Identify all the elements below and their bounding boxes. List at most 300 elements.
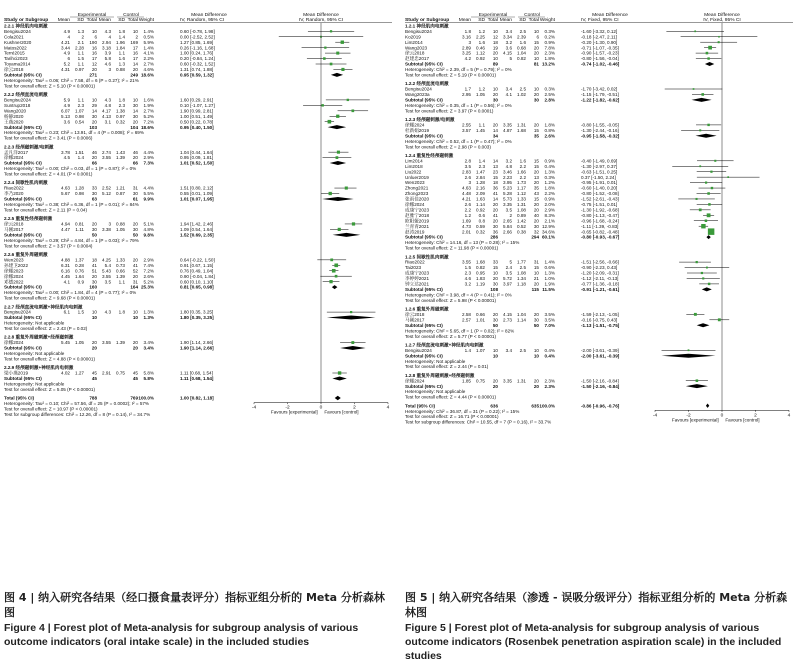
study-name: Riao2022 <box>4 185 24 191</box>
study-ci: -1.50 [-2.16, -0.84] <box>581 378 619 384</box>
study-name: 张雨佳2020 <box>405 196 430 202</box>
study-name: Riao2022 <box>405 259 425 265</box>
study-value: 0.6% <box>544 265 555 271</box>
study-value: 4.87 <box>503 127 512 133</box>
subtotal-weight: 9.9% <box>143 196 154 202</box>
study-ci: 0.76 [0.49, 1.04] <box>180 268 214 274</box>
study-value: 18 <box>91 257 97 263</box>
subgroup-title: 2.2.9 经颅磁刺激+神经肌肉电刺激 <box>4 365 74 371</box>
study-value: 2.8 <box>464 158 471 164</box>
subtotal-label: Subtotal (95% CI) <box>4 160 42 166</box>
study-value: 2.3 <box>478 163 485 169</box>
study-value: 2.52 <box>102 185 111 191</box>
study-value: 2.25 <box>476 34 485 40</box>
study-value: 0.59 <box>476 223 485 229</box>
study-name: 赵雅宁2018 <box>405 212 430 218</box>
study-ci: 1.31 [0.74, 1.88] <box>180 67 214 73</box>
overall-effect-text: Test for overall effect: Z = 5.98 (P < 0.00001) <box>405 297 496 303</box>
header-col: Total <box>528 18 539 23</box>
study-effect-square <box>341 68 344 71</box>
study-value: 4.6% <box>143 67 154 73</box>
study-value: 2.4 <box>505 265 512 271</box>
study-ci: 0.26 [-1.16, 1.68] <box>180 45 215 51</box>
study-effect-square <box>688 349 690 351</box>
study-value: 2.2 <box>519 163 526 169</box>
study-name: Wang2023a <box>405 92 430 98</box>
study-value: 13 <box>492 163 498 169</box>
study-value: 14 <box>492 196 498 202</box>
study-value: 1.6 <box>118 56 125 62</box>
study-value: 0.92 <box>476 56 485 62</box>
study-name: 徐娜2024 <box>4 273 24 279</box>
study-value: 2.9% <box>544 207 555 213</box>
study-effect-square <box>329 280 332 283</box>
study-ci: -1.30 [-1.92, -0.68] <box>581 207 619 213</box>
study-value: 4 <box>108 34 111 40</box>
study-value: 5.2% <box>143 279 154 285</box>
study-name: Bengisu2024 <box>405 347 432 353</box>
subgroup-title: 1.2.6 重复外周磁刺激 <box>405 306 449 312</box>
header-col: Weight <box>539 18 555 23</box>
subtotal-diamond <box>333 233 361 237</box>
study-value: 20 <box>132 67 138 73</box>
study-effect-square <box>352 222 355 225</box>
total-label: Total (95% CI) <box>405 403 436 409</box>
overall-effect-text: Test for overall effect: Z = 5.77 (P < 0.00001) <box>405 333 496 339</box>
study-value: 1.8 <box>118 28 125 34</box>
header-col: Total <box>86 18 97 23</box>
study-value: 1.1 <box>118 50 125 56</box>
study-value: 4.9 <box>63 102 70 108</box>
study-value: 6 <box>67 56 70 62</box>
study-value: 2.6% <box>143 273 154 279</box>
study-value: 16 <box>91 45 97 51</box>
study-value: 15 <box>492 265 498 271</box>
study-ci: -0.18 [-2.47, 2.11] <box>581 34 617 40</box>
subtotal-label: Subtotal (95% CI) <box>405 353 443 359</box>
subgroup-title: 1.2.7 经颅直流电刺激+神经肌肉电刺激 <box>405 342 484 348</box>
study-value: 5.1% <box>143 221 154 227</box>
heterogeneity-text: Heterogeneity: Not applicable <box>4 381 65 387</box>
study-value: 1.1 <box>478 122 485 128</box>
study-value: 4.6 <box>464 276 471 282</box>
study-value: 20 <box>132 273 138 279</box>
study-name: 徐娜2024 <box>4 155 24 161</box>
study-value: 5.5% <box>143 191 154 197</box>
study-name: 徐云2018 <box>405 311 425 317</box>
study-value: 10 <box>492 347 498 353</box>
study-value: 0.28 <box>75 262 84 268</box>
study-value: 0.66 <box>476 311 485 317</box>
subtotal-weight: 1.3% <box>143 315 154 321</box>
forest-plot-figure-4 <box>4 10 392 585</box>
study-value: 20 <box>91 221 97 227</box>
study-value: 16 <box>132 50 138 56</box>
study-value: 20 <box>492 276 498 282</box>
header-ci: IV, Fixed, 95% CI <box>581 18 619 23</box>
study-value: 4.9 <box>63 28 70 34</box>
study-effect-square <box>708 283 710 285</box>
total-ctl: 635 <box>531 403 539 409</box>
header-mean-difference: Mean Difference <box>592 13 628 18</box>
overall-effect-text: Test for overall effect: Z = 3.57 (P = 0.0004) <box>4 243 93 249</box>
study-value: 20 <box>533 92 539 98</box>
study-value: 4.2 <box>464 56 471 62</box>
study-effect-square <box>727 176 729 178</box>
study-ci: -1.30 [-2.44, -0.16] <box>581 127 619 133</box>
study-name: Lim2018 <box>405 163 423 169</box>
study-effect-square <box>335 275 338 278</box>
subtotal-ci: 1.11 [0.68, 1.54] <box>180 376 214 382</box>
study-value: 2.5 <box>519 86 526 92</box>
study-effect-square <box>710 171 712 173</box>
study-effect-square <box>324 47 326 49</box>
study-value: 3.4 <box>505 28 512 34</box>
study-value: 1.64 <box>75 273 84 279</box>
study-value: 5.8% <box>143 370 154 376</box>
subgroup-title: 2.2.5 重复性经颅磁刺激 <box>4 216 53 222</box>
study-value: 0.75 <box>116 370 125 376</box>
study-ci: 1.94 [1.42, 2.46] <box>180 221 214 227</box>
study-value: 14 <box>492 158 498 164</box>
study-value: 6.1 <box>63 309 70 315</box>
overall-effect-text: Test for overall effect: Z = 2.98 (P = 0.003) <box>405 144 491 150</box>
study-value: 3.55 <box>102 155 111 161</box>
study-value: 20 <box>533 45 539 51</box>
subtotal-exp-total: 89 <box>492 61 498 67</box>
study-name: 邓德2022 <box>4 279 24 285</box>
study-value: 3.5% <box>544 317 555 323</box>
subtotal-exp-total: 63 <box>91 196 97 202</box>
study-value: 2.09 <box>476 191 485 197</box>
study-value: 1.01 <box>476 317 485 323</box>
study-value: 10 <box>91 97 97 103</box>
study-value: 2.3 <box>118 102 125 108</box>
study-value: 0.52 <box>517 223 526 229</box>
study-name: Suntrup2018 <box>4 102 31 108</box>
study-value: 2 <box>509 212 512 218</box>
header-control: Control <box>123 13 139 18</box>
study-value: 1.37 <box>75 257 84 263</box>
subtotal-weight: 7.0% <box>544 322 555 328</box>
subtotal-weight: 9.8% <box>143 232 154 238</box>
study-value: 0.9% <box>544 158 555 164</box>
study-value: 20 <box>533 202 539 207</box>
study-value: 16 <box>91 50 97 56</box>
study-value: 1.2 <box>478 86 485 92</box>
study-value: 6 <box>94 34 97 40</box>
study-value: 3.4 <box>505 347 512 353</box>
study-value: 4.02 <box>61 370 70 376</box>
study-value: 19 <box>492 45 498 51</box>
study-value: 4.3 <box>104 309 111 315</box>
study-effect-square <box>705 182 707 184</box>
study-name: 马刚2017 <box>4 227 24 232</box>
x-tick-label: -2 <box>285 405 290 411</box>
study-value: 5.9 <box>63 97 70 103</box>
study-value: 2.2 <box>464 207 471 213</box>
study-value: 10 <box>533 28 539 34</box>
heterogeneity-text: Heterogeneity: Tau² = 0.29; Chi² = 4.84, df = 1 (P = 0.03); I² = 79% <box>4 237 139 243</box>
study-value: 1.45 <box>476 127 485 133</box>
study-value: 0.92 <box>476 207 485 213</box>
study-ci: -0.90 [-2.23, 0.43] <box>581 265 618 271</box>
study-value: 1.3% <box>544 169 555 175</box>
study-value: 2.1 <box>77 39 84 45</box>
overall-effect-text: Test for overall effect: Z = 5.10 (P < 0.00001) <box>4 83 95 89</box>
study-value: 1.8% <box>544 122 555 128</box>
study-value: 30 <box>132 227 138 232</box>
overall-effect-text: Test for overall effect: Z = 4.01 (P < 0.0001) <box>4 171 93 177</box>
study-value: 0.81 <box>75 221 84 227</box>
study-value: 1.21 <box>116 185 125 191</box>
study-name: Ko2019 <box>405 34 421 40</box>
favours-experimental-label: Favours [experimental] <box>270 409 318 415</box>
study-value: 1.31 <box>517 202 526 207</box>
heterogeneity-text: Heterogeneity: Chi² = 14.16, df = 13 (P = 0.28); I² = 15% <box>405 240 520 246</box>
study-name: 杨静2020 <box>4 113 24 119</box>
study-value: 1.33 <box>116 257 125 263</box>
subgroup-title: 2.2.3 经颅磁刺激/电刺激 <box>4 144 54 150</box>
study-name: 徐娜2023 <box>4 268 24 274</box>
heterogeneity-text: Heterogeneity: Not applicable <box>405 389 466 395</box>
study-effect-square <box>699 208 702 211</box>
study-value: 20 <box>533 122 539 128</box>
subtotal-ctl-total: 20 <box>533 383 539 389</box>
study-value: 0.2% <box>544 34 555 40</box>
subtotal-label: Subtotal (95% CI) <box>405 133 443 139</box>
study-value: 0.4% <box>544 163 555 169</box>
subtotal-weight: 25.3% <box>140 284 154 290</box>
study-effect-square <box>328 120 332 124</box>
study-value: 10 <box>91 309 97 315</box>
study-ci: -0.71 [-1.07, -0.35] <box>581 45 619 51</box>
footer-stat: Test for overall effect: Z = 16.71 (P < 0.00001) <box>405 414 499 420</box>
study-value: 15 <box>533 163 539 169</box>
subgroup-title: 2.2.1 神经肌肉电刺激 <box>4 23 48 29</box>
study-value: 1.27 <box>75 370 84 376</box>
study-name: 梁小燕2019 <box>4 370 29 376</box>
study-value: 43 <box>533 191 539 197</box>
study-value: 0.98 <box>75 113 84 119</box>
subtotal-ci: 0.95 [0.59, 1.32] <box>180 72 214 78</box>
study-ci: -0.77 [-1.36, -0.18] <box>581 281 619 287</box>
study-value: 0.82 <box>517 56 526 62</box>
study-value: 3.5 <box>104 279 111 285</box>
study-value: 3.97 <box>503 281 512 287</box>
study-value: 0.75 <box>476 378 485 384</box>
study-value: 5.4 <box>104 262 111 268</box>
subgroup-title: 1.2.1 神经肌肉电刺激 <box>405 23 449 29</box>
study-value: 33 <box>91 185 97 191</box>
study-value: 32 <box>533 229 539 235</box>
study-value: 1.66 <box>517 169 526 175</box>
study-value: 5.67 <box>61 191 70 197</box>
study-value: 0.3% <box>544 174 555 180</box>
study-value: 1.6 <box>478 39 485 45</box>
header-mean-difference-plot: Mean Difference <box>704 13 740 18</box>
study-value: 20 <box>492 207 498 213</box>
study-value: 1.19 <box>476 281 485 287</box>
study-value: 0.32 <box>476 229 485 235</box>
study-value: 10 <box>492 270 498 276</box>
study-value: 18 <box>492 39 498 45</box>
study-value: 1.4 <box>464 347 471 353</box>
study-value: 3.5 <box>505 207 512 213</box>
forest-plot-svg-4 <box>4 10 392 585</box>
study-value: 30 <box>492 223 498 229</box>
subtotal-diamond <box>697 323 710 327</box>
subgroup-title: 2.2.6 重复外周磁刺激 <box>4 252 48 257</box>
study-value: 1.8% <box>544 56 555 62</box>
study-value: 35 <box>533 185 539 191</box>
study-name: Wen2023 <box>4 257 24 263</box>
study-effect-square <box>707 124 709 126</box>
study-name: Matos2022 <box>4 45 27 51</box>
study-name: 欧阳娅2019 <box>405 218 430 224</box>
overall-effect-text: Test for overall effect: Z = 9.68 (P < 0.00001) <box>4 295 95 301</box>
figure-4-caption <box>4 590 389 649</box>
study-value: 20 <box>492 92 498 98</box>
subtotal-label: Subtotal (95% CI) <box>405 322 443 328</box>
study-value: 1.8 <box>464 28 471 34</box>
study-name: 王燕2020 <box>4 119 24 125</box>
study-value: 2.39 <box>517 34 526 40</box>
study-value: 1.68 <box>476 259 485 265</box>
study-value: 13 <box>533 174 539 180</box>
subtotal-weight: 18.6% <box>140 124 154 130</box>
study-value: 1.51 <box>75 149 84 155</box>
study-value: 1.9% <box>143 102 154 108</box>
study-value: 20 <box>492 50 498 56</box>
study-effect-square <box>707 192 710 195</box>
subtotal-ci: 1.01 [0.07, 1.95] <box>180 196 214 202</box>
study-value: 4.5 <box>63 155 70 161</box>
subtotal-ctl-total: 294 <box>531 234 539 240</box>
study-value: 34.6% <box>541 229 555 235</box>
study-name: 徐云2018 <box>4 221 24 227</box>
subtotal-exp-total: 66 <box>91 160 97 166</box>
subtotal-weight: 3.4% <box>143 345 154 351</box>
study-effect-square <box>707 213 711 217</box>
study-value: 10 <box>533 56 539 62</box>
study-value: 5.8 <box>104 56 111 62</box>
subtotal-exp-total: 30 <box>492 97 498 103</box>
study-value: 41 <box>492 191 498 197</box>
study-name: Bengisu2024 <box>4 97 31 103</box>
study-ci: -0.80 [-1.13, -0.47] <box>581 212 619 218</box>
study-value: 1.34 <box>517 276 526 282</box>
study-value: 20 <box>91 155 97 161</box>
study-value: 1.28 <box>476 180 485 186</box>
subtotal-diamond <box>332 285 338 289</box>
subtotal-label: Subtotal (95% CI) <box>405 286 443 292</box>
study-ci: -0.80 [-1.52, -0.08] <box>581 191 619 197</box>
study-value: 0.97 <box>116 113 125 119</box>
study-value: 2.94 <box>102 39 111 45</box>
study-value: 2.9% <box>143 257 154 263</box>
subtotal-ci: -2.00 [-3.61, -0.39] <box>581 353 620 359</box>
study-value: 1.31 <box>517 122 526 128</box>
subtotal-exp-total: 20 <box>91 345 97 351</box>
x-tick-label: 4 <box>787 413 791 419</box>
total-exp: 788 <box>89 395 97 401</box>
study-value: 30 <box>533 317 539 323</box>
study-name: 杜新娟2019 <box>405 127 430 133</box>
subtotal-diamond <box>706 235 710 239</box>
study-value: 3.57 <box>462 127 471 133</box>
study-value: 3.25 <box>462 50 471 56</box>
study-value: 2.7% <box>143 61 154 67</box>
subtotal-ci: -0.74 [-1.02, -0.46] <box>581 61 620 67</box>
study-effect-square <box>708 203 710 205</box>
study-value: 20 <box>132 257 138 263</box>
subtotal-ctl-total: 115 <box>531 286 539 292</box>
study-name: 成康宁2023 <box>405 207 430 213</box>
study-value: 5.13 <box>61 113 70 119</box>
study-value: 0.9 <box>77 279 84 285</box>
study-ci: 1.04 [0.44, 1.64] <box>180 149 214 155</box>
header-col: Mean <box>57 18 70 23</box>
header-experimental: Experimental <box>77 13 107 18</box>
study-value: 1.4% <box>544 259 555 265</box>
study-value: 5.45 <box>61 340 70 346</box>
study-name: Wen2023 <box>405 180 425 186</box>
study-value: 1.84 <box>116 45 125 51</box>
study-ci: -0.65 [-0.82, -0.48] <box>581 229 619 235</box>
study-value: 18 <box>492 180 498 186</box>
study-ci: -0.40 [-1.49, 0.69] <box>581 158 618 164</box>
study-value: 0.97 <box>75 67 84 73</box>
study-value: 1.47 <box>476 169 485 175</box>
study-value: 1.4 <box>478 158 485 164</box>
study-value: 1.17 <box>517 185 526 191</box>
study-value: 2.3% <box>544 50 555 56</box>
study-effect-square <box>336 156 339 159</box>
header-col: Weight <box>138 18 154 23</box>
study-value: 20 <box>533 180 539 186</box>
study-value: 3.35 <box>503 202 512 207</box>
subtotal-ctl-total: 45 <box>132 376 138 382</box>
heterogeneity-text: Heterogeneity: Not applicable <box>405 358 466 364</box>
study-value: 1.7 <box>464 86 471 92</box>
total-weight: 100.0% <box>138 395 154 401</box>
study-value: 3.44 <box>61 45 70 51</box>
study-effect-square <box>701 224 705 228</box>
footer-stat: Test for subgroup differences: Chi² = 12.26, df = 8 (P = 0.14), I² = 34.7% <box>4 411 151 417</box>
subtotal-label: Subtotal (95% CI) <box>4 196 42 202</box>
study-value: 3.35 <box>503 378 512 384</box>
study-value: 4.4% <box>143 149 154 155</box>
subtotal-label: Subtotal (95% CI) <box>4 72 42 78</box>
study-value: 20 <box>533 281 539 287</box>
header-col: SD <box>519 18 526 23</box>
study-name: 孙建卫2022 <box>4 262 29 268</box>
study-effect-square <box>323 57 326 60</box>
study-name: Tarihci2023 <box>4 56 28 62</box>
study-value: 6.07 <box>61 108 70 114</box>
study-value: 1.8 <box>118 309 125 315</box>
total-ci: 1.00 [0.82, 1.18] <box>180 395 214 401</box>
subtotal-label: Subtotal (95% CI) <box>405 97 443 103</box>
x-tick-label: 2 <box>754 413 757 419</box>
study-value: 0.98 <box>75 191 84 197</box>
study-ci: -0.63 [-1.51, 0.25] <box>581 169 618 175</box>
study-effect-square <box>330 30 332 32</box>
study-effect-square <box>347 99 349 101</box>
study-value: 4.15 <box>503 311 512 317</box>
study-effect-square <box>708 46 712 50</box>
